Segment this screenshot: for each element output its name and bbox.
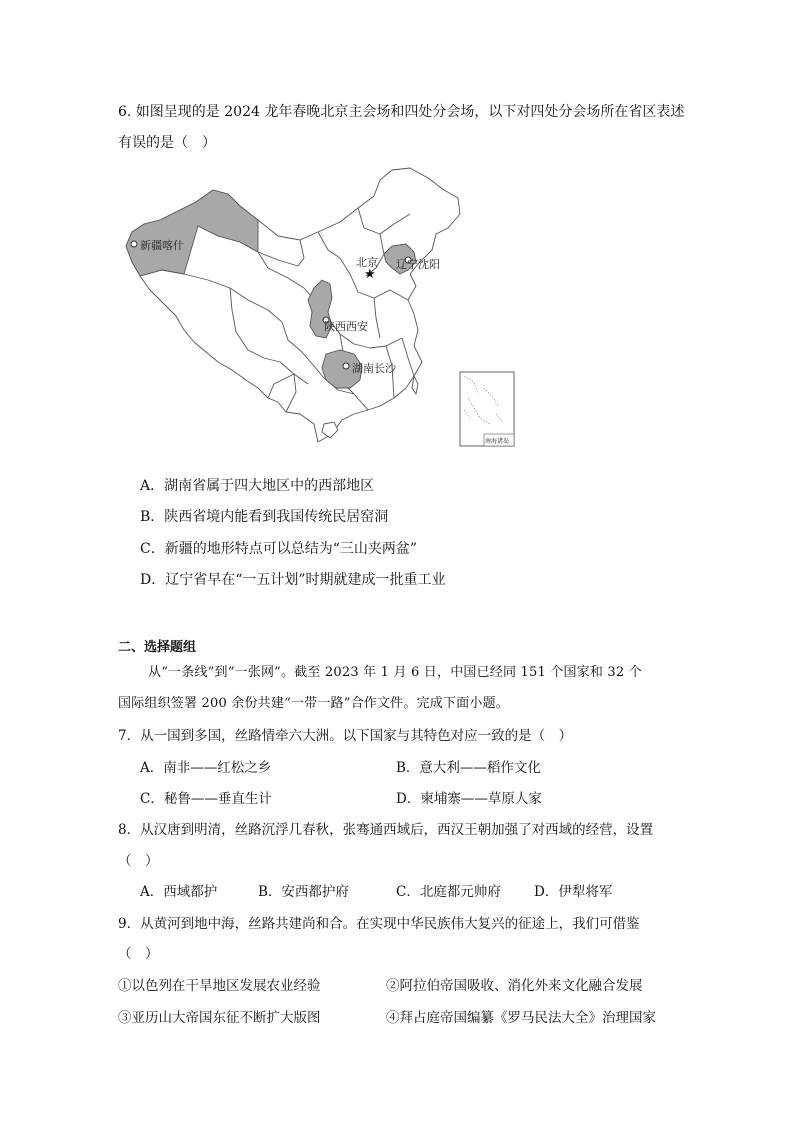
question-8-stem-line2: （ ） <box>118 853 159 869</box>
question-6-stem-line2: 有误的是（ ） <box>118 135 216 151</box>
q8-option-b: B．安西都护府 <box>258 884 349 900</box>
label-xinjiang: 新疆喀什 <box>140 239 184 252</box>
q8-option-c: C．北庭都元帅府 <box>396 884 501 900</box>
section-2-intro-line2: 国际组织签署 200 余份共建“一带一路”合作文件。完成下面小题。 <box>118 696 509 711</box>
q9-item-1: ①以色列在干旱地区发展农业经验 <box>118 978 321 994</box>
question-8-stem-line1: 8．从汉唐到明清，丝路沉浮几春秋，张骞通西域后，西汉王朝加强了对西域的经营，设置 <box>118 822 654 838</box>
section-2-intro-line1: 从“一条线”到“一张网”。截至 2023 年 1 月 6 日，中国已经同 151 个国家和 32 个 <box>148 665 642 680</box>
q6-option-d: D．辽宁省早在“一五计划”时期就建成一批重工业 <box>140 572 446 588</box>
marker-hunan <box>343 363 349 369</box>
q6-option-c: C．新疆的地形特点可以总结为“三山夹两盆” <box>140 541 418 557</box>
question-6-stem-line1: 6. 如图呈现的是 2024 龙年春晚北京主会场和四处分会场，以下对四处分会场所在省区表述 <box>118 104 685 120</box>
label-beijing: 北京 <box>356 256 378 269</box>
china-outline <box>126 168 460 442</box>
beijing-star-icon: ★ <box>364 267 376 282</box>
q6-option-a: A．湖南省属于四大地区中的西部地区 <box>140 478 375 494</box>
taiwan-island <box>412 376 418 394</box>
q9-item-4: ④拜占庭帝国编纂《罗马民法大全》治理国家 <box>386 1010 656 1026</box>
q7-option-c: C．秘鲁——垂直生计 <box>140 791 272 807</box>
question-9-stem-line1: 9．从黄河到地中海，丝路共建尚和合。在实现中华民族伟大复兴的征途上，我们可借鉴 <box>118 916 640 932</box>
q7-option-a: A．南非——红松之乡 <box>140 760 272 776</box>
q9-item-2: ②阿拉伯帝国吸收、消化外来文化融合发展 <box>386 978 643 994</box>
q8-option-a: A．西域都护 <box>140 884 218 900</box>
china-map <box>118 162 528 450</box>
south-china-sea-inset <box>460 372 514 446</box>
question-9-stem-line2: （ ） <box>118 946 159 962</box>
marker-xinjiang <box>131 241 137 247</box>
section-2-title: 二、选择题组 <box>118 640 197 655</box>
q6-option-b: B．陕西省境内能看到我国传统民居窑洞 <box>140 509 389 525</box>
label-shaanxi: 陕西西安 <box>324 320 368 333</box>
label-hunan: 湖南长沙 <box>352 362 396 375</box>
q7-option-b: B．意大利——稻作文化 <box>396 760 541 776</box>
q8-option-d: D．伊犁将军 <box>534 884 613 900</box>
question-7-stem: 7．从一国到多国，丝路情牵六大洲。以下国家与其特色对应一致的是（ ） <box>118 728 573 744</box>
q9-item-3: ③亚历山大帝国东征不断扩大版图 <box>118 1010 321 1026</box>
q7-option-d: D．柬埔寨——草原人家 <box>396 791 542 807</box>
label-liaoning: 辽宁沈阳 <box>396 258 440 271</box>
label-inset: 南海诸岛 <box>485 438 510 445</box>
